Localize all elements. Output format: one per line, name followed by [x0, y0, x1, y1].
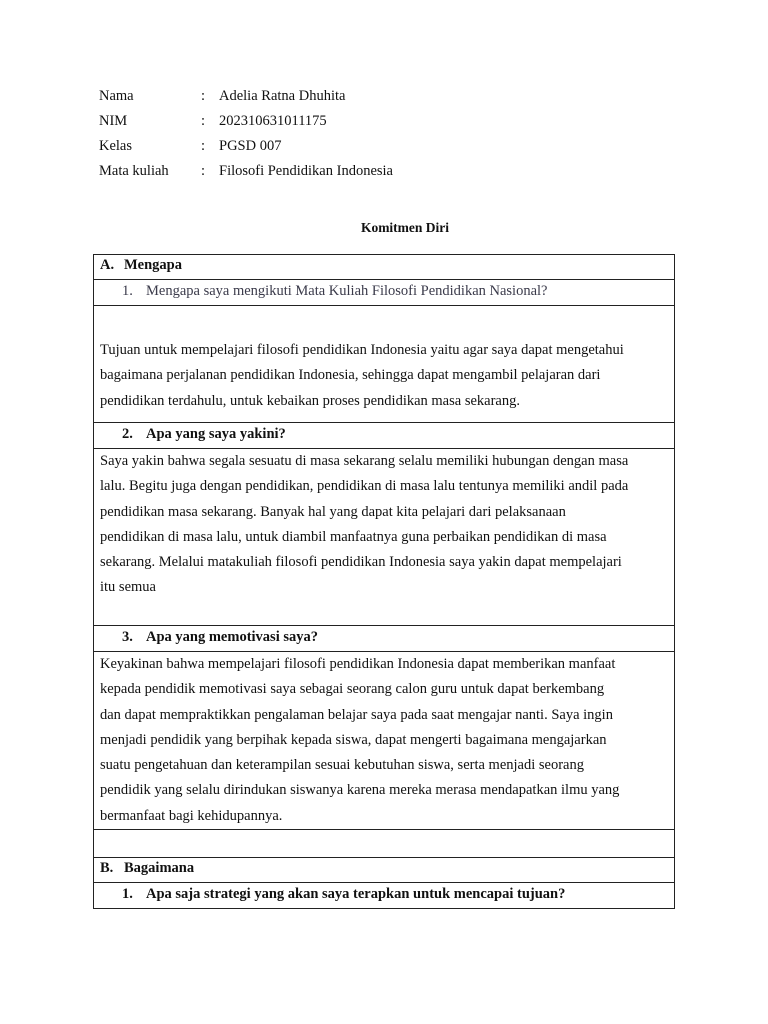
section-title: Bagaimana: [124, 860, 195, 877]
answer-line: pendidikan masa sekarang. Banyak hal yang dapat kita pelajari dari pelaksanaan: [100, 503, 566, 520]
question-number: 3.: [122, 629, 133, 645]
info-row-mata-kuliah: [99, 161, 393, 186]
info-value-kelas: PGSD 007: [219, 138, 282, 154]
question-a1: [94, 280, 675, 306]
empty-row: [94, 830, 675, 858]
answer-line: Keyakinan bahwa mempelajari filosofi pendidikan Indonesia dapat memberikan manfaat: [100, 656, 616, 672]
section-a-heading: [94, 255, 675, 280]
answer-line: kepada pendidik memotivasi saya sebagai seorang calon guru untuk dapat berkembang: [100, 681, 605, 698]
commitment-table: [93, 254, 675, 909]
answer-line: pendidikan di masa lalu, untuk diambil manfaatnya guna perbaikan pendidikan di masa: [100, 528, 607, 545]
question-number: 1.: [122, 283, 133, 299]
question-a2-row: [94, 423, 675, 449]
answer-line: Tujuan untuk mempelajari filosofi pendidikan Indonesia yaitu agar saya dapat mengetahui: [100, 342, 624, 358]
info-label: Kelas: [99, 138, 133, 154]
info-colon: :: [201, 113, 206, 129]
info-colon: :: [201, 163, 206, 179]
answer-a2-row: [94, 449, 675, 626]
section-a-row: [94, 255, 675, 280]
question-text: Apa saja strategi yang akan saya terapkan untuk mencapai tujuan?: [146, 886, 566, 903]
answer-line: menjadi pendidik yang berpihak kepada siswa, dapat mengerti bagaimana mengajarkan: [100, 731, 607, 748]
answer-a3-row: [94, 652, 675, 830]
section-b-row: [94, 858, 675, 883]
question-b1-row: [94, 883, 675, 909]
question-text: Mengapa saya mengikuti Mata Kuliah Filosofi Pendidikan Nasional?: [146, 283, 548, 299]
answer-line: bagaimana perjalanan pendidikan Indonesia, sehingga dapat mengambil pelajaran dari: [100, 367, 601, 384]
answer-a1-row: [94, 306, 675, 423]
empty-cell: [94, 830, 675, 858]
info-value-mata-kuliah: Filosofi Pendidikan Indonesia: [219, 163, 393, 179]
answer-line: itu semua: [100, 579, 156, 596]
answer-line: pendidikan terdahulu, untuk kebaikan proses pendidikan masa sekarang.: [100, 392, 520, 409]
info-label: NIM: [99, 113, 128, 129]
question-text: Apa yang saya yakini?: [146, 426, 286, 442]
answer-a3: [94, 652, 675, 830]
document-title: Komitmen Diri: [360, 220, 450, 235]
question-a3-row: [94, 626, 675, 652]
section-letter: A.: [100, 257, 115, 273]
question-number: 2.: [122, 426, 133, 442]
answer-a1: [94, 306, 675, 423]
question-text: Apa yang memotivasi saya?: [146, 629, 318, 645]
question-a1-row: [94, 280, 675, 306]
info-value-nim: 202310631011175: [219, 113, 327, 129]
answer-line: lalu. Begitu juga dengan pendidikan, pendidikan di masa lalu tentunya memiliki andil pada: [100, 478, 629, 495]
question-a3: [94, 626, 675, 652]
answer-a2: [94, 449, 675, 626]
info-label: Mata kuliah: [99, 163, 169, 179]
info-label: Nama: [99, 88, 134, 104]
section-b-heading: [94, 858, 675, 883]
answer-line: dan dapat mempraktikkan pengalaman belajar saya pada saat mengajar nanti. Saya ingin: [100, 706, 613, 723]
answer-line: bermanfaat bagi kehidupannya.: [100, 807, 283, 824]
info-row-nim: [99, 111, 393, 136]
answer-line: Saya yakin bahwa segala sesuatu di masa sekarang selalu memiliki hubungan dengan masa: [100, 453, 629, 469]
info-row-nama: [99, 86, 393, 111]
info-value-nama: Adelia Ratna Dhuhita: [219, 88, 346, 104]
section-letter: B.: [100, 860, 114, 877]
question-b1: [94, 883, 675, 909]
info-row-kelas: [99, 136, 393, 161]
answer-line: suatu pengetahuan dan keterampilan sesuai kebutuhan siswa, serta menjadi seorang: [100, 757, 584, 774]
question-number: 1.: [122, 886, 133, 903]
info-colon: :: [201, 88, 206, 104]
section-title: Mengapa: [124, 257, 182, 273]
info-colon: :: [201, 138, 206, 154]
answer-line: sekarang. Melalui matakuliah filosofi pendidikan Indonesia saya yakin dapat mempelajari: [100, 554, 622, 571]
question-a2: [94, 423, 675, 449]
student-info: [99, 86, 393, 186]
answer-line: pendidik yang selalu dirindukan siswanya karena mereka merasa mendapatkan ilmu yang: [100, 782, 620, 799]
